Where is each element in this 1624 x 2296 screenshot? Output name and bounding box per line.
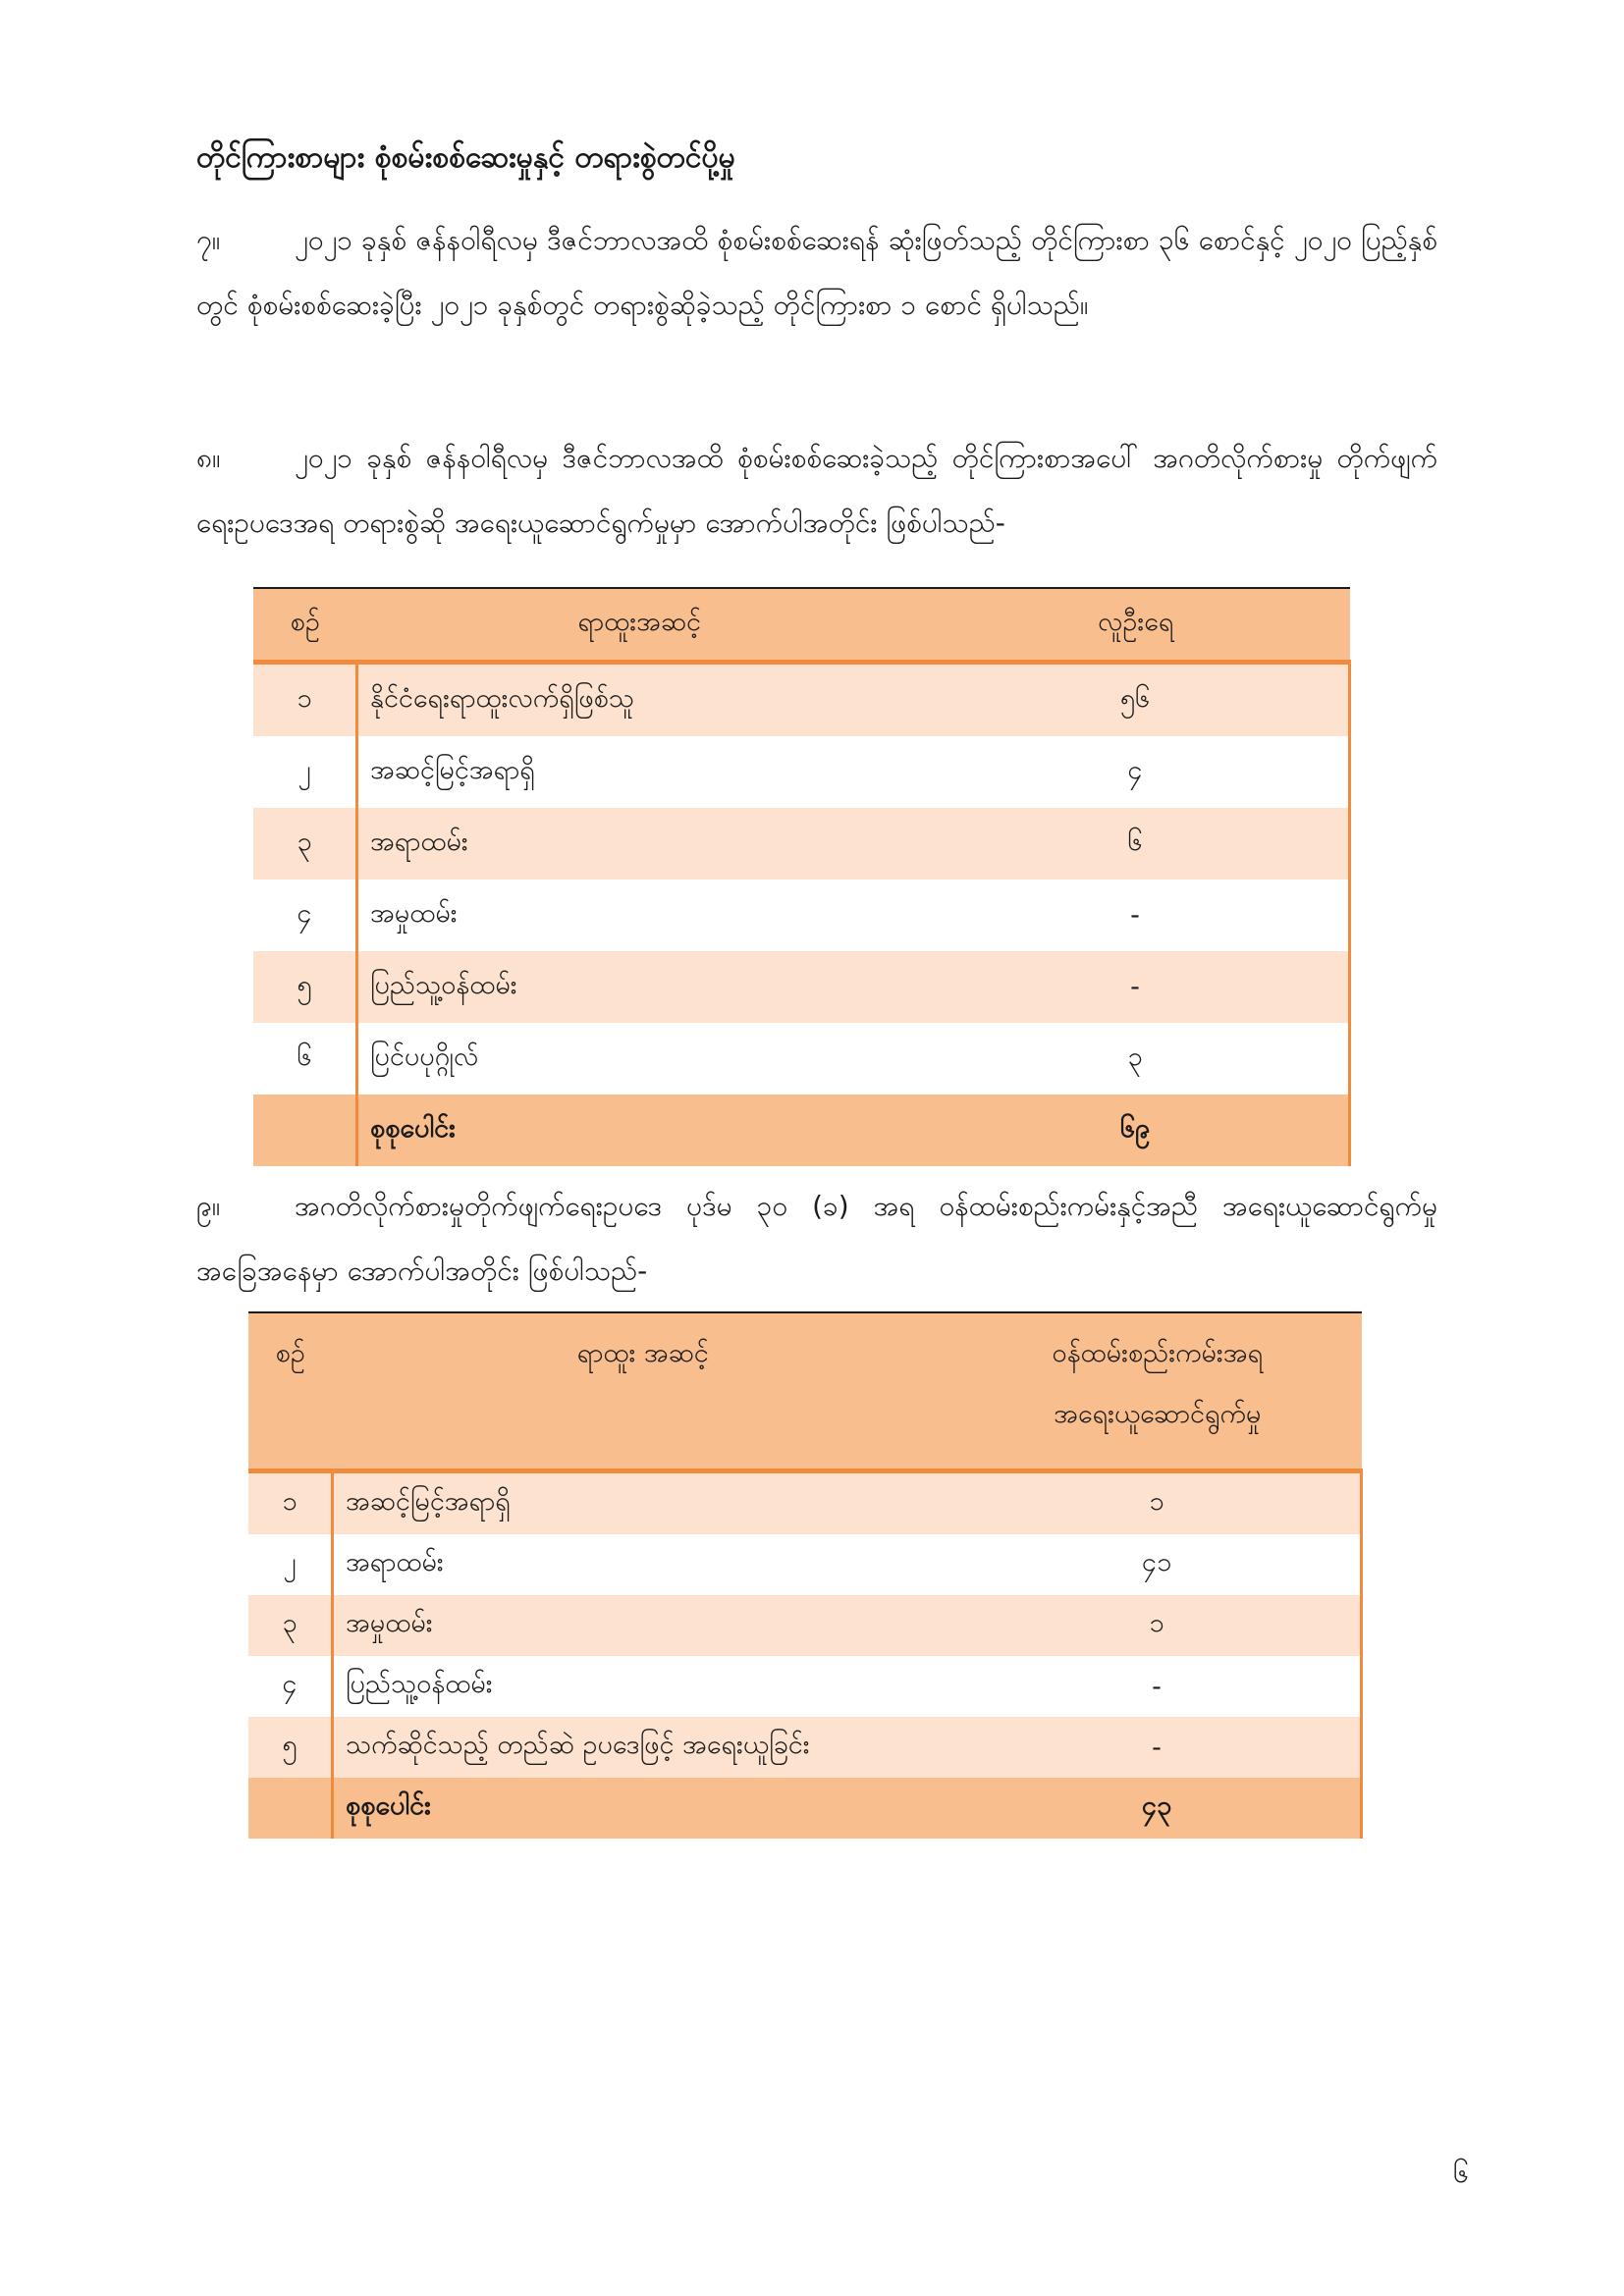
prosecution-table [253, 587, 1351, 1166]
cell-count: - [922, 880, 1350, 951]
cell-count: ၄ [922, 736, 1350, 808]
table-row [248, 1656, 1362, 1717]
total-label: စုစုပေါင်း [333, 1778, 954, 1839]
cell-serial: ၅ [248, 1717, 333, 1778]
table-row [253, 663, 1350, 737]
cell-serial: ၃ [253, 808, 357, 880]
table-total-row [248, 1778, 1362, 1839]
table-row [253, 1023, 1350, 1095]
cell-rank: အမှုထမ်း [333, 1595, 954, 1656]
cell-rank: ပြင်ပပုဂ္ဂိုလ် [357, 1023, 923, 1095]
header-action [953, 1312, 1362, 1471]
cell-count: - [953, 1656, 1362, 1717]
table-row [248, 1534, 1362, 1595]
cell-serial: ၄ [253, 880, 357, 951]
header-rank: ရာထူး အဆင့် [333, 1312, 954, 1471]
header-count: လူဦးရေ [922, 588, 1350, 663]
cell-count: ၄၁ [953, 1534, 1362, 1595]
cell-serial [248, 1778, 333, 1839]
paragraph-number: ၈။ [196, 442, 221, 474]
paragraph-9 [196, 1174, 1437, 1304]
total-label: စုစုပေါင်း [357, 1095, 923, 1166]
cell-rank: အရာထမ်း [333, 1534, 954, 1595]
cell-serial: ၂ [253, 736, 357, 808]
cell-count: ၁ [953, 1471, 1362, 1535]
table-row [253, 736, 1350, 808]
cell-rank: အရာထမ်း [357, 808, 923, 880]
cell-rank: သက်ဆိုင်သည့် တည်ဆဲ ဥပဒေဖြင့် အရေးယူခြင်း [333, 1717, 954, 1778]
table-row [248, 1595, 1362, 1656]
cell-rank: အမှုထမ်း [357, 880, 923, 951]
table-row [248, 1471, 1362, 1535]
total-value: ၄၃ [953, 1778, 1362, 1839]
cell-serial: ၄ [248, 1656, 333, 1717]
paragraph-7 [196, 208, 1437, 338]
paragraph-number: ၇။ [196, 224, 221, 256]
paragraph-text: ၂၀၂၁ ခုနှစ် ဇန်နဝါရီလမှ ဒီဇင်ဘာလအထိ စုံစမ်းစစ်ဆေးခဲ့သည့် တိုင်ကြားစာအပေါ် အဂတိလိုက်စားမှု တိုက်ဖျက်ရေးဥပဒေအရ တရားစွဲဆို အရေးယူဆောင်ရွက်မှုမှာ အောက်ပါအတိုင်း ဖြစ်ပါသည်- [196, 442, 1437, 539]
cell-serial: ၃ [248, 1595, 333, 1656]
cell-rank: နိုင်ငံရေးရာထူးလက်ရှိဖြစ်သူ [357, 663, 923, 737]
cell-rank: အဆင့်မြင့်အရာရှိ [333, 1471, 954, 1535]
cell-count: - [953, 1717, 1362, 1778]
cell-count: ၃ [922, 1023, 1350, 1095]
total-value: ၆၉ [922, 1095, 1350, 1166]
section-heading: တိုင်ကြားစာများ စုံစမ်းစစ်ဆေးမှုနှင့် တရားစွဲတင်ပို့မှု [196, 140, 735, 175]
table-header-row [248, 1312, 1362, 1471]
header-rank: ရာထူးအဆင့် [357, 588, 923, 663]
cell-serial: ၁ [253, 663, 357, 737]
cell-serial: ၆ [253, 1023, 357, 1095]
paragraph-text: ၂၀၂၁ ခုနှစ် ဇန်နဝါရီလမှ ဒီဇင်ဘာလအထိ စုံစမ်းစစ်ဆေးရန် ဆုံးဖြတ်သည့် တိုင်ကြားစာ ၃၆ စောင်နှင့် ၂၀၂၀ ပြည့်နှစ်တွင် စုံစမ်းစစ်ဆေးခဲ့ပြီး ၂၀၂၁ ခုနှစ်တွင် တရားစွဲဆိုခဲ့သည့် တိုင်ကြားစာ ၁ စောင် ရှိပါသည်။ [196, 224, 1437, 321]
table-row [253, 808, 1350, 880]
cell-count: ၅၆ [922, 663, 1350, 737]
page-number: ၆ [1453, 2157, 1469, 2189]
table-row [253, 951, 1350, 1023]
header-serial: စဉ် [248, 1312, 333, 1471]
cell-count: ၁ [953, 1595, 1362, 1656]
paragraph-8 [196, 426, 1437, 556]
table-row [253, 880, 1350, 951]
cell-rank: ပြည်သူ့ဝန်ထမ်း [333, 1656, 954, 1717]
cell-serial: ၁ [248, 1471, 333, 1535]
paragraph-text: အဂတိလိုက်စားမှုတိုက်ဖျက်ရေးဥပဒေ ပုဒ်မ ၃၀ (ခ) အရ ဝန်ထမ်းစည်းကမ်းနှင့်အညီ အရေးယူဆောင်ရွက်မှု အခြေအနေမှာ အောက်ပါအတိုင်း ဖြစ်ပါသည်- [196, 1190, 1437, 1287]
cell-count: ၆ [922, 808, 1350, 880]
header-action-line-2: အရေးယူဆောင်ရွက်မှု [1054, 1399, 1262, 1429]
cell-rank: ပြည်သူ့ဝန်ထမ်း [357, 951, 923, 1023]
paragraph-number: ၉။ [196, 1190, 221, 1222]
cell-serial: ၂ [248, 1534, 333, 1595]
cell-rank: အဆင့်မြင့်အရာရှိ [357, 736, 923, 808]
header-serial: စဉ် [253, 588, 357, 663]
table-header-row [253, 588, 1350, 663]
header-action-line-1: ဝန်ထမ်းစည်းကမ်းအရ [1052, 1338, 1264, 1368]
table-row [248, 1717, 1362, 1778]
cell-serial: ၅ [253, 951, 357, 1023]
table-total-row [253, 1095, 1350, 1166]
cell-serial [253, 1095, 357, 1166]
disciplinary-action-table [248, 1311, 1363, 1839]
cell-count: - [922, 951, 1350, 1023]
